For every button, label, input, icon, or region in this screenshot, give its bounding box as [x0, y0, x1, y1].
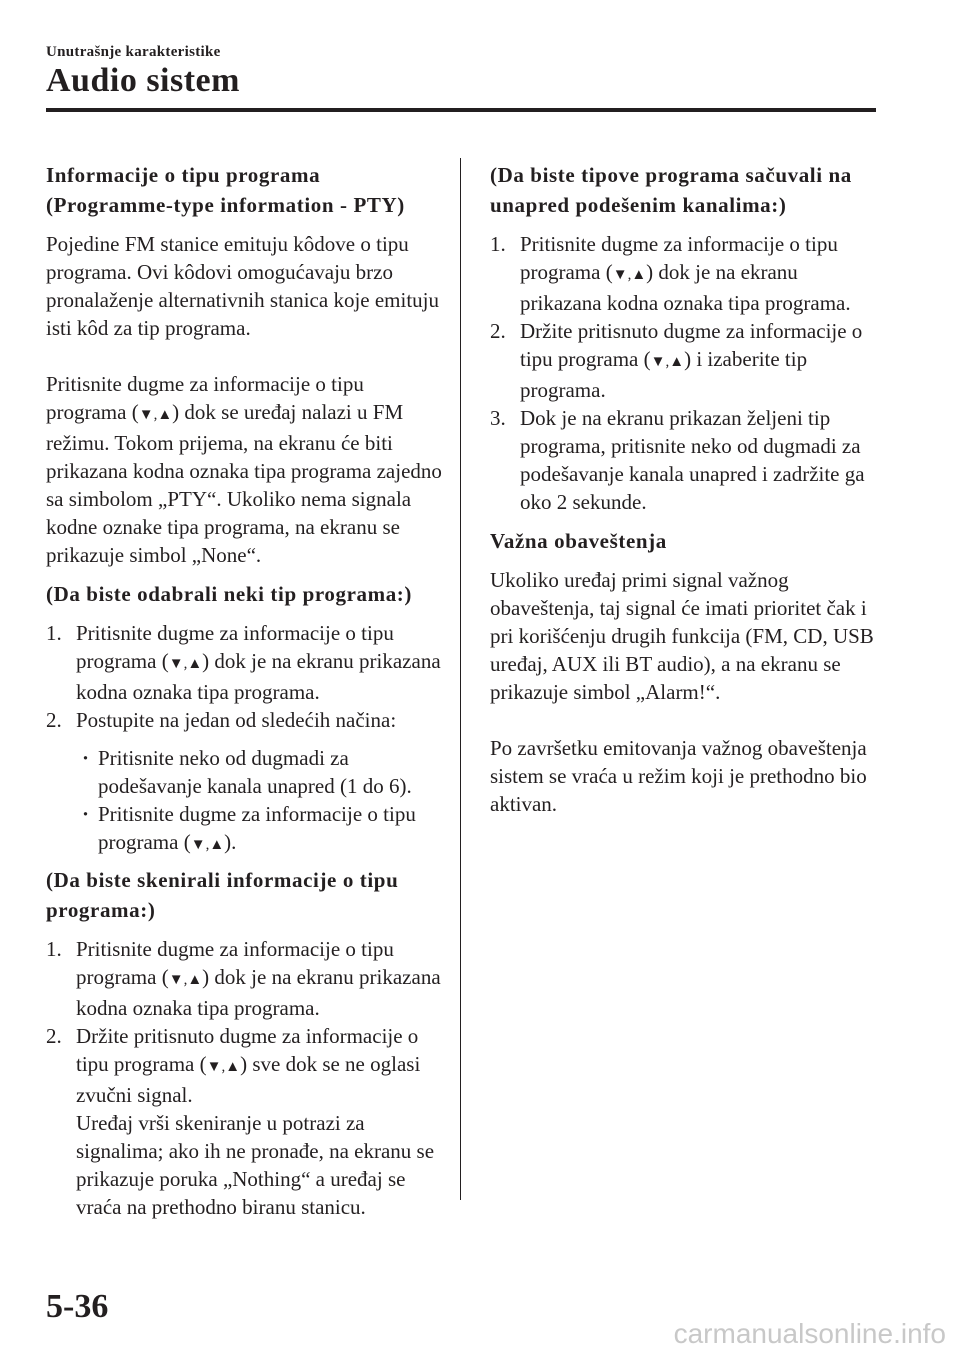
option-bullets: [46, 744, 442, 859]
list-item: [490, 404, 882, 516]
text-segment: ) dok je na ekranu prikazana kodna oznaka tipa programa.: [76, 649, 441, 704]
save-presets-steps: [490, 230, 882, 516]
down-up-arrows-icon: ▼,▲: [190, 837, 225, 853]
page-title: Audio sistem: [46, 62, 240, 99]
down-up-arrows-icon: ▼,▲: [168, 656, 203, 672]
step-number: 1.: [46, 937, 62, 961]
pty-usage-paragraph: [46, 370, 442, 569]
text-segment: ).: [224, 830, 237, 854]
scan-steps: [46, 935, 442, 1221]
text-segment: Postupite na jedan od sledećih načina:: [76, 708, 397, 732]
text-segment: Pritisnite dugme za informacije o tipu programa (: [76, 937, 394, 989]
down-up-arrows-icon: ▼,▲: [138, 407, 173, 423]
list-item: [490, 317, 882, 404]
text-segment: ) dok je na ekranu prikazana kodna oznaka tipa programa.: [76, 965, 441, 1020]
text-segment: ) dok se uređaj nalazi u FM režimu. Tokom prijema, na ekranu će biti prikazana kodna oznaka tipa programa zajedno sa simbolom „PTY“. Ukoliko nema signala kodne oznake tipa programa, na ekranu se prikazuje simbol „None“.: [46, 400, 442, 567]
select-type-steps: [46, 619, 442, 734]
important-notices-heading: Važna obaveštenja: [490, 529, 667, 553]
list-item: [46, 706, 442, 734]
text-segment: Držite pritisnuto dugme za informacije o tipu programa (: [520, 319, 863, 371]
column-divider: [460, 158, 461, 1200]
bullet-icon: ·: [82, 802, 90, 826]
step-number: 2.: [490, 319, 506, 343]
list-item: [46, 935, 442, 1022]
down-up-arrows-icon: ▼,▲: [612, 267, 647, 283]
step-number: 2.: [46, 1024, 62, 1048]
list-item: [46, 1022, 442, 1221]
down-up-arrows-icon: ▼,▲: [168, 972, 203, 988]
step-note: Uređaj vrši skeniranje u potrazi za signalima; ako ih ne pronađe, na ekranu se prikazuje poruka „Nothing“ a uređaj se vraća na prethodno biranu stanicu.: [76, 1111, 435, 1219]
pty-heading: Informacije o tipu programa (Programme-type information - PTY): [46, 163, 405, 217]
text-segment: Držite pritisnuto dugme za informacije o tipu programa (: [76, 1024, 419, 1076]
step-number: 3.: [490, 406, 506, 430]
select-type-heading: (Da biste odabrali neki tip programa:): [46, 582, 412, 606]
section-label: Unutrašnje karakteristike: [46, 44, 221, 60]
text-segment: ) dok je na ekranu prikazana kodna oznaka tipa programa.: [520, 260, 851, 315]
left-column: [46, 160, 442, 1231]
list-item: [46, 619, 442, 706]
text-segment: Pritisnite dugme za informacije o tipu programa (: [520, 232, 838, 284]
step-number: 2.: [46, 708, 62, 732]
text-segment: Dok je na ekranu prikazan željeni tip programa, pritisnite neko od dugmadi za podešavanje kanala unapred i zadržite ga oko 2 sekunde.: [520, 406, 865, 514]
text-segment: Pritisnite neko od dugmadi za podešavanje kanala unapred (1 do 6).: [98, 746, 412, 798]
list-item: [490, 230, 882, 317]
text-segment: Pritisnite dugme za informacije o tipu programa (: [76, 621, 394, 673]
alarm-paragraph: Ukoliko uređaj primi signal važnog obaveštenja, taj signal će imati prioritet čak i pri korišćenju drugih funkcija (FM, CD, USB uređaj, AUX ili BT audio), a na ekranu se prikazuje simbol „Alarm!“.: [490, 568, 874, 704]
step-number: 1.: [46, 621, 62, 645]
down-up-arrows-icon: ▼,▲: [206, 1059, 241, 1075]
text-segment: ) i izaberite tip programa.: [520, 347, 808, 402]
scan-heading: (Da biste skenirali informacije o tipu programa:): [46, 868, 399, 922]
down-up-arrows-icon: ▼,▲: [650, 354, 685, 370]
right-column: [490, 160, 882, 828]
title-rule: [46, 108, 876, 112]
text-segment: ) sve dok se ne oglasi zvučni signal.: [76, 1052, 421, 1107]
return-paragraph: Po završetku emitovanja važnog obaveštenja sistem se vraća u režim koji je prethodno bio aktivan.: [490, 736, 867, 816]
bullet-icon: ·: [82, 746, 90, 770]
pty-intro-paragraph: Pojedine FM stanice emituju kôdove o tipu programa. Ovi kôdovi omogućavaju brzo pronalaženje alternativnih stanica koje emituju isti kôd za tip programa.: [46, 232, 440, 340]
save-presets-heading: (Da biste tipove programa sačuvali na unapred podešenim kanalima:): [490, 163, 852, 217]
page-number: 5-36: [46, 1288, 109, 1325]
list-item: [46, 744, 442, 800]
watermark: carmanualsonline.info: [673, 1318, 946, 1349]
text-segment: Pritisnite dugme za informacije o tipu programa (: [46, 372, 364, 424]
step-number: 1.: [490, 232, 506, 256]
list-item: [46, 800, 442, 859]
text-segment: Pritisnite dugme za informacije o tipu programa (: [98, 802, 416, 854]
